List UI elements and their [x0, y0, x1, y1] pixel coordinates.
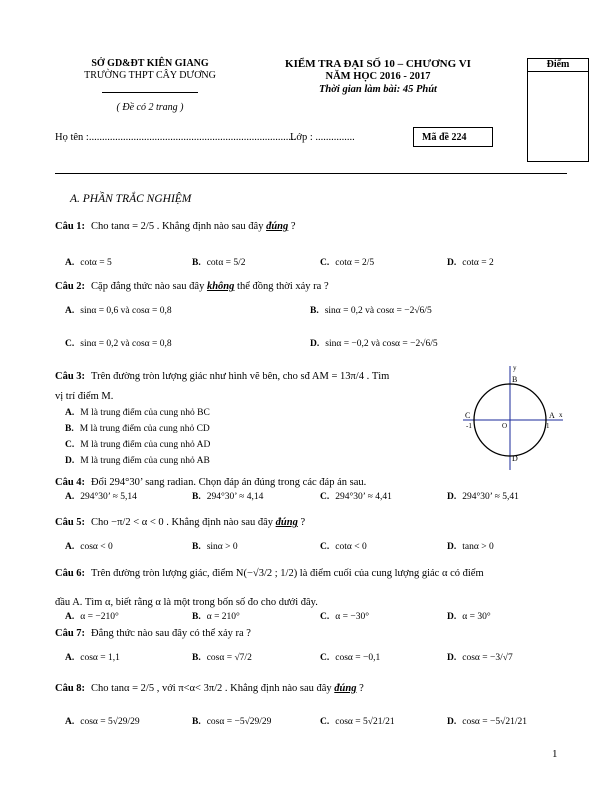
q7-option-a: A. cosα = 1,1: [65, 653, 120, 663]
q4-option-a: A. 294°30’ ≈ 5,14: [65, 492, 137, 502]
q2-option-a: A. sinα = 0,6 và cosα = 0,8: [65, 306, 172, 316]
question-3-line-2: vị trí điểm M.: [55, 391, 114, 402]
q5-option-a: A. cosα < 0: [65, 542, 113, 552]
score-label: Điểm: [528, 59, 588, 72]
label-y: y: [513, 364, 517, 372]
q1-option-c: C. cotα = 2/5: [320, 258, 375, 268]
page-count-note: ( Đề có 2 trang ): [116, 102, 184, 113]
label-d: D: [512, 454, 518, 463]
exam-duration: Thời gian làm bài: 45 Phút: [319, 84, 437, 95]
question-4: Câu 4: Đổi 294°30’ sang radian. Chọn đáp án đúng trong các đáp án sau.: [55, 477, 367, 488]
question-2: Câu 2: Cặp đẳng thức nào sau đây không thể đồng thời xảy ra ?: [55, 281, 329, 292]
q2-option-c: C. sinα = 0,2 và cosα = 0,8: [65, 339, 172, 349]
q1-option-b: B. cotα = 5/2: [192, 258, 246, 268]
label-b: B: [512, 375, 518, 384]
school-year: NĂM HỌC 2016 - 2017: [325, 71, 431, 82]
question-8: Câu 8: Cho tanα = 2/5 , với π<α< 3π/2 . Khẳng định nào sau đây đúng ?: [55, 683, 364, 694]
question-6-line-2: đầu A. Tìm α, biết rằng α là một trong bốn số đo cho dưới đây.: [55, 597, 318, 608]
school-name: TRƯỜNG THPT CÂY DƯƠNG: [84, 70, 216, 81]
q7-option-d: D. cosα = −3/√7: [447, 653, 513, 663]
trig-circle-figure: [458, 362, 568, 472]
exam-title: KIỂM TRA ĐẠI SỐ 10 – CHƯƠNG VI: [285, 58, 471, 70]
question-1: Câu 1: Cho tanα = 2/5 . Khẳng định nào sau đây đúng ?: [55, 221, 296, 232]
q8-option-c: C. cosα = 5√21/21: [320, 717, 395, 727]
label-one: 1: [546, 422, 550, 430]
label-minus-one: -1: [466, 422, 472, 430]
q1-option-d: D. cotα = 2: [447, 258, 494, 268]
q5-option-d: D. tanα > 0: [447, 542, 494, 552]
q2-option-b: B. sinα = 0,2 và cosα = −2√6/5: [310, 306, 432, 316]
q1-option-a: A. cotα = 5: [65, 258, 112, 268]
score-box: [527, 58, 589, 162]
q5-option-b: B. sinα > 0: [192, 542, 238, 552]
q6-option-a: A. α = −210°: [65, 612, 119, 622]
q3-option-c: C. M là trung điểm của cung nhỏ AD: [65, 440, 211, 450]
question-5: Câu 5: Cho −π/2 < α < 0 . Khẳng định nào sau đây đúng ?: [55, 517, 306, 528]
label-a: A: [549, 411, 555, 420]
department-name: SỞ GD&ĐT KIÊN GIANG: [91, 58, 209, 69]
q3-option-a: A. M là trung điểm của cung nhỏ BC: [65, 408, 210, 418]
page-number: 1: [552, 748, 558, 760]
q4-option-c: C. 294°30’ ≈ 4,41: [320, 492, 392, 502]
class-field: Lớp : ...............: [290, 132, 355, 143]
q6-option-d: D. α = 30°: [447, 612, 491, 622]
q4-option-b: B. 294°30’ ≈ 4,14: [192, 492, 264, 502]
q8-option-d: D. cosα = −5√21/21: [447, 717, 527, 727]
label-c: C: [465, 411, 471, 420]
question-7: Câu 7: Đẳng thức nào sau đây có thể xảy ra ?: [55, 628, 251, 639]
q8-option-a: A. cosα = 5√29/29: [65, 717, 140, 727]
section-heading: A. PHẦN TRẮC NGHIỆM: [70, 193, 192, 205]
header-divider: [55, 173, 567, 174]
exam-code-box: Mã đề 224: [413, 127, 493, 147]
student-name-field: Họ tên :...............................................................................: [55, 132, 297, 143]
q7-option-c: C. cosα = −0,1: [320, 653, 381, 663]
label-x: x: [559, 411, 563, 419]
q3-option-d: D. M là trung điểm của cung nhỏ AB: [65, 456, 210, 466]
school-underline: [102, 92, 198, 93]
question-3: Câu 3: Trên đường tròn lượng giác như hình vẽ bên, cho sđ AM = 13π/4 . Tìm: [55, 371, 390, 382]
q6-option-b: B. α = 210°: [192, 612, 240, 622]
q2-option-d: D. sinα = −0,2 và cosα = −2√6/5: [310, 339, 438, 349]
q4-option-d: D. 294°30’ ≈ 5,41: [447, 492, 519, 502]
q6-option-c: C. α = −30°: [320, 612, 369, 622]
q7-option-b: B. cosα = √7/2: [192, 653, 252, 663]
q5-option-c: C. cotα < 0: [320, 542, 367, 552]
question-6: Câu 6: Trên đường tròn lượng giác, điểm N(−√3/2 ; 1/2) là điểm cuối của cung lượng giác α có điểm: [55, 568, 484, 579]
q8-option-b: B. cosα = −5√29/29: [192, 717, 272, 727]
q3-option-b: B. M là trung điểm của cung nhỏ CD: [65, 424, 210, 434]
label-o: O: [502, 422, 508, 430]
